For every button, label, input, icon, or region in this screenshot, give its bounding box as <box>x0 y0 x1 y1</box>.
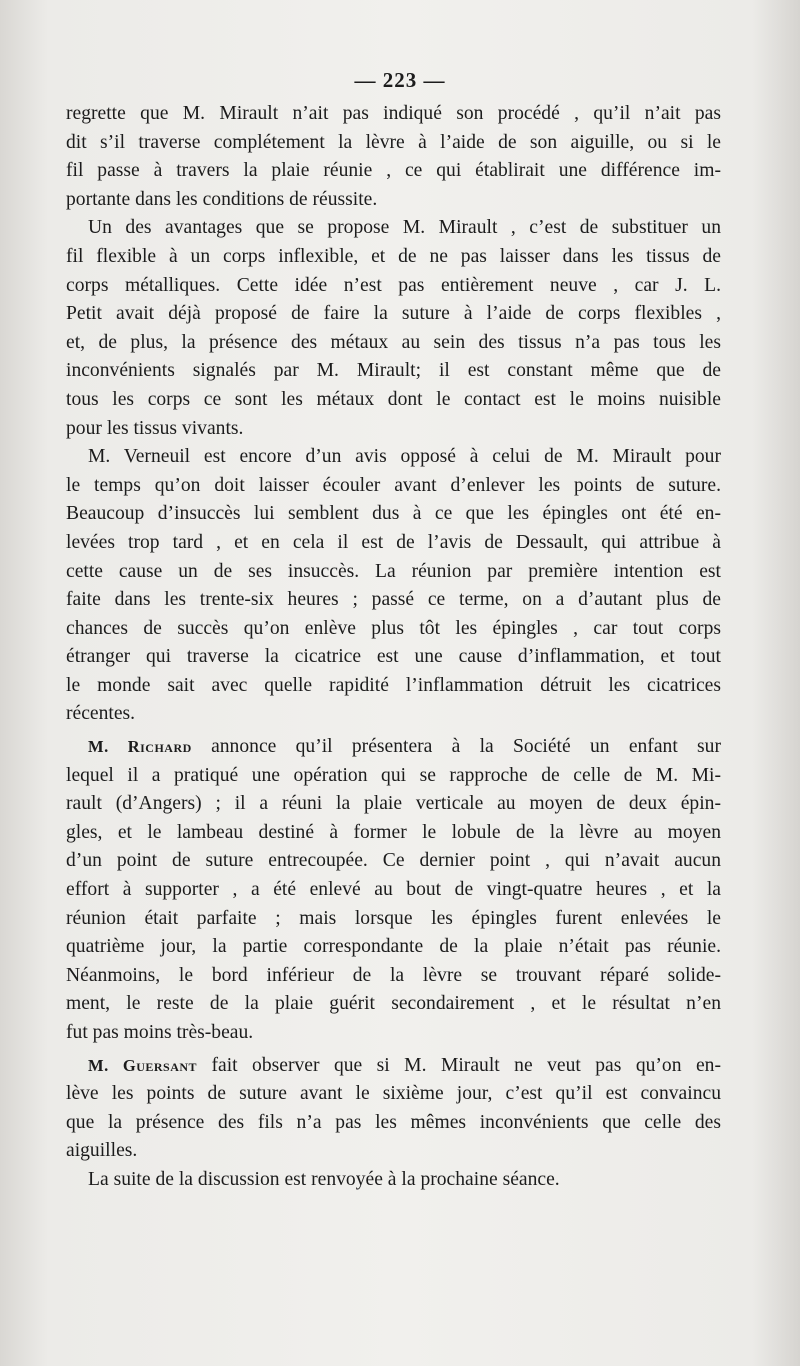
text-line: chances de succès qu’on enlève plus tôt les épingles , car tout corps <box>66 617 721 639</box>
body-text <box>66 100 721 1195</box>
text-line: réunion était parfaite ; mais lorsque les épingles furent enlevées le <box>66 907 721 929</box>
speaker-name: M. Guersant <box>88 1055 198 1075</box>
text-line: étranger qui traverse la cicatrice est une cause d’inflammation, et tout <box>66 646 721 668</box>
paragraph <box>66 1052 721 1166</box>
text-line: cette cause un de ses insuccès. La réunion par première intention est <box>66 560 721 582</box>
text-line-rest: annonce qu’il présentera à la Société un enfant sur <box>211 736 721 758</box>
page-number: — 223 — <box>354 68 446 92</box>
text-line: faite dans les trente-six heures ; passé ce terme, on a d’autant plus de <box>66 589 721 611</box>
text-line: ment, le reste de la plaie guérit secondairement , et le résultat n’en <box>66 993 721 1015</box>
text-line: effort à supporter , a été enlevé au bout de vingt-quatre heures , et la <box>66 879 721 901</box>
text-line: fil flexible à un corps inflexible, et de ne pas laisser dans les tissus de <box>66 245 721 267</box>
text-line <box>66 733 721 762</box>
text-line: fut pas moins très-beau. <box>66 1022 254 1043</box>
text-line: fil passe à travers la plaie réunie , ce qui établirait une différence im- <box>66 160 721 182</box>
paragraph <box>66 100 721 214</box>
text-line: que la présence des fils n’a pas les mêmes inconvénients que celle des <box>66 1111 721 1133</box>
text-line: quatrième jour, la partie correspondante de la plaie n’était pas réunie. <box>66 936 721 958</box>
text-line: rault (d’Angers) ; il a réuni la plaie verticale au moyen de deux épin- <box>66 793 721 815</box>
text-line-rest: fait observer que si M. Mirault ne veut pas qu’on en- <box>211 1054 721 1076</box>
text-line: gles, et le lambeau destiné à former le lobule de la lèvre au moyen <box>66 821 721 843</box>
text-line: aiguilles. <box>66 1140 138 1162</box>
text-line: levées trop tard , et en cela il est de l’avis de Dessault, qui attribue à <box>66 531 721 553</box>
text-line: le temps qu’on doit laisser écouler avant d’enlever les points de suture. <box>66 474 721 496</box>
text-line: corps métalliques. Cette idée n’est pas entièrement neuve , car J. L. <box>66 274 721 296</box>
text-line: Petit avait déjà proposé de faire la suture à l’aide de corps flexibles , <box>66 303 721 325</box>
text-line: lequel il a pratiqué une opération qui se rapproche de celle de M. Mi- <box>66 764 721 786</box>
paragraph <box>66 443 721 729</box>
speaker-name: M. Richard <box>88 737 192 757</box>
text-line: pour les tissus vivants. <box>66 417 244 439</box>
text-line: Un des avantages que se propose M. Mirault , c’est de substituer un <box>88 217 721 239</box>
paragraph <box>66 733 721 1048</box>
text-line: Beaucoup d’insuccès lui semblent dus à ce que les épingles ont été en- <box>66 503 721 525</box>
text-line: regrette que M. Mirault n’ait pas indiqué son procédé , qu’il n’ait pas <box>66 103 721 124</box>
text-line: d’un point de suture entrecoupée. Ce dernier point , qui n’avait aucun <box>66 850 721 872</box>
text-line: La suite de la discussion est renvoyée à la prochaine séance. <box>88 1168 560 1190</box>
text-line: tous les corps ce sont les métaux dont le contact est le moins nuisible <box>66 388 721 410</box>
text-line: et, de plus, la présence des métaux au sein des tissus n’a pas tous les <box>66 331 721 353</box>
text-line: portante dans les conditions de réussite. <box>66 188 378 210</box>
text-line: lève les points de suture avant le sixième jour, c’est qu’il est convaincu <box>66 1083 721 1105</box>
text-line <box>66 1052 721 1081</box>
text-line: le monde sait avec quelle rapidité l’inflammation détruit les cicatrices <box>66 674 721 696</box>
text-line: M. Verneuil est encore d’un avis opposé à celui de M. Mirault pour <box>88 446 721 468</box>
paragraph <box>66 214 721 443</box>
text-line: récentes. <box>66 703 136 725</box>
text-line: inconvénients signalés par M. Mirault; il est constant même que de <box>66 360 721 382</box>
text-line: dit s’il traverse complétement la lèvre à l’aide de son aiguille, ou si le <box>66 131 721 153</box>
text-line: Néanmoins, le bord inférieur de la lèvre se trouvant réparé solide- <box>66 964 721 986</box>
paragraph <box>66 1166 721 1195</box>
